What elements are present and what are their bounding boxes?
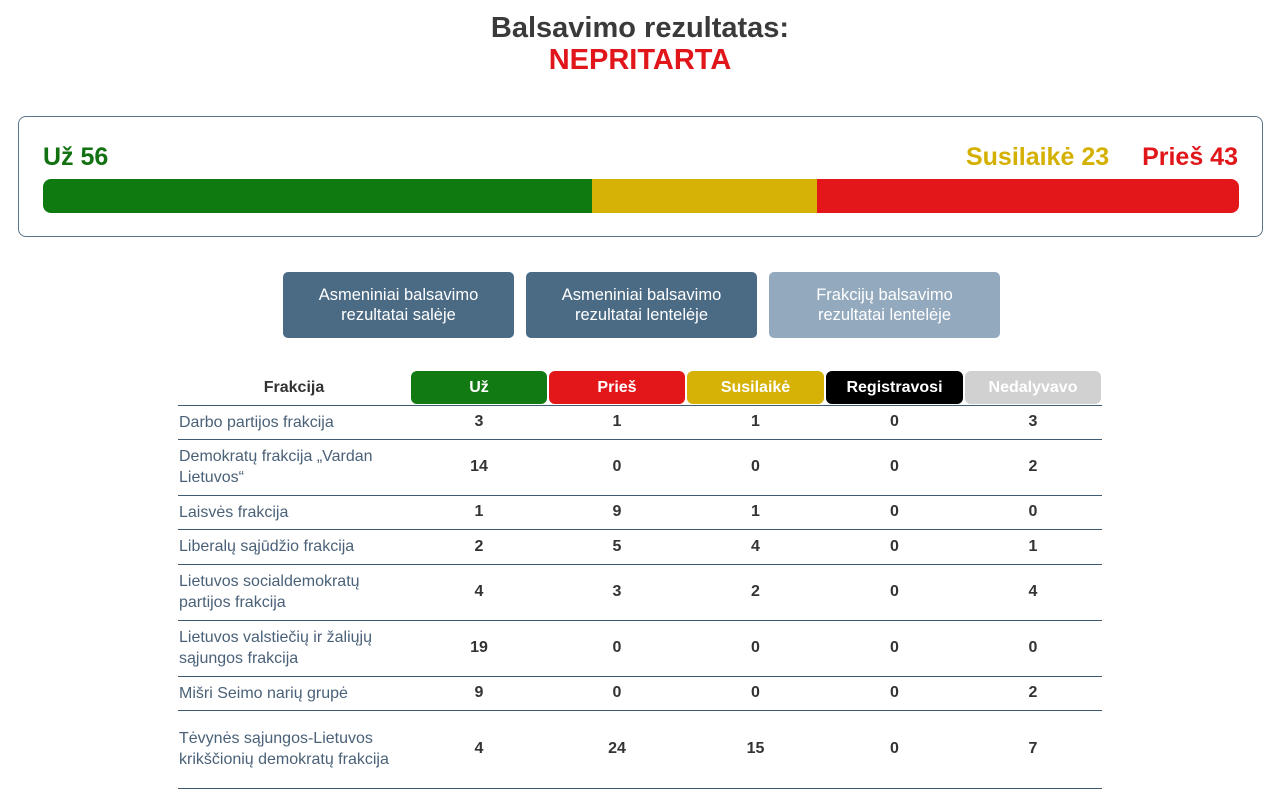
cell-abstain: 0 (686, 676, 825, 710)
header-for-pill: Už (411, 371, 547, 404)
table-row (178, 620, 1102, 676)
cell-against: 24 (548, 710, 686, 788)
faction-name: Darbo partijos frakcija (178, 405, 410, 439)
header-abstain (686, 371, 825, 405)
cell-registered: 0 (825, 676, 964, 710)
cell-against: 0 (548, 439, 686, 495)
cell-registered: 0 (825, 710, 964, 788)
faction-name: Lietuvos valstiečių ir žaliųjų sąjungos frakcija (178, 620, 410, 676)
cell-absent: 0 (964, 620, 1102, 676)
bar-segment-against (817, 179, 1239, 213)
cell-registered: 0 (825, 439, 964, 495)
cell-absent: 2 (964, 439, 1102, 495)
cell-for: 2 (410, 529, 548, 564)
table-row (178, 676, 1102, 710)
cell-absent: 4 (964, 564, 1102, 620)
against-count-label: Prieš 43 (1142, 143, 1238, 171)
cell-against: 9 (548, 495, 686, 529)
faction-name: Liberalų sąjūdžio frakcija (178, 529, 410, 564)
bar-segment-abstain (592, 179, 817, 213)
faction-name: Demokratų frakcija „Vardan Lietuvos“ (178, 439, 410, 495)
table-row (178, 405, 1102, 439)
cell-for: 4 (410, 564, 548, 620)
cell-abstain: 0 (686, 620, 825, 676)
vote-summary-panel (18, 116, 1263, 237)
cell-abstain: 0 (686, 439, 825, 495)
faction-name: Laisvės frakcija (178, 495, 410, 529)
cell-absent: 0 (964, 495, 1102, 529)
table-row (178, 439, 1102, 495)
cell-abstain: 4 (686, 529, 825, 564)
page-title: Balsavimo rezultatas: (490, 12, 790, 44)
cell-against: 0 (548, 676, 686, 710)
header-against-pill: Prieš (549, 371, 685, 404)
results-view-tabs (283, 272, 1000, 338)
cell-registered: 0 (825, 620, 964, 676)
cell-absent: 2 (964, 676, 1102, 710)
header-absent (964, 371, 1102, 405)
cell-absent: 1 (964, 529, 1102, 564)
cell-against: 0 (548, 620, 686, 676)
cell-absent: 3 (964, 405, 1102, 439)
faction-name: Lietuvos socialdemokratų partijos frakcija (178, 564, 410, 620)
table-row (178, 495, 1102, 529)
faction-name: Mišri Seimo narių grupė (178, 676, 410, 710)
tab-personal-hall[interactable]: Asmeniniai balsavimo rezultatai salėje (283, 272, 514, 338)
table-row (178, 529, 1102, 564)
vote-distribution-bar (43, 179, 1239, 213)
cell-abstain: 15 (686, 710, 825, 788)
cell-registered: 0 (825, 405, 964, 439)
tab-faction-table[interactable]: Frakcijų balsavimo rezultatai lentelėje (769, 272, 1000, 338)
cell-registered: 0 (825, 529, 964, 564)
bar-segment-for (43, 179, 592, 213)
cell-registered: 0 (825, 564, 964, 620)
cell-absent: 7 (964, 710, 1102, 788)
table-row (178, 564, 1102, 620)
header-against (548, 371, 686, 405)
cell-against: 1 (548, 405, 686, 439)
cell-for: 1 (410, 495, 548, 529)
cell-abstain: 1 (686, 495, 825, 529)
cell-against: 3 (548, 564, 686, 620)
tab-personal-table[interactable]: Asmeniniai balsavimo rezultatai lentelėje (526, 272, 757, 338)
abstain-count-label: Susilaikė 23 (965, 143, 1110, 171)
cell-for: 3 (410, 405, 548, 439)
summary-right-labels (966, 143, 1238, 172)
faction-results-table (178, 371, 1102, 789)
cell-against: 5 (548, 529, 686, 564)
for-count-label: Už 56 (43, 143, 109, 171)
faction-name: Tėvynės sąjungos-Lietuvos krikščionių demokratų frakcija (178, 710, 410, 788)
header-for (410, 371, 548, 405)
header-registered (825, 371, 964, 405)
vote-result-header (0, 12, 1280, 76)
header-faction: Frakcija (263, 378, 325, 396)
cell-for: 4 (410, 710, 548, 788)
cell-abstain: 2 (686, 564, 825, 620)
header-abstain-pill: Susilaikė (687, 371, 824, 404)
header-registered-pill: Registravosi (826, 371, 963, 404)
table-header-row (178, 371, 1102, 405)
cell-for: 9 (410, 676, 548, 710)
cell-registered: 0 (825, 495, 964, 529)
cell-abstain: 1 (686, 405, 825, 439)
vote-outcome: NEPRITARTA (548, 44, 732, 76)
cell-for: 19 (410, 620, 548, 676)
table-row (178, 710, 1102, 788)
cell-for: 14 (410, 439, 548, 495)
header-absent-pill: Nedalyvavo (965, 371, 1101, 404)
